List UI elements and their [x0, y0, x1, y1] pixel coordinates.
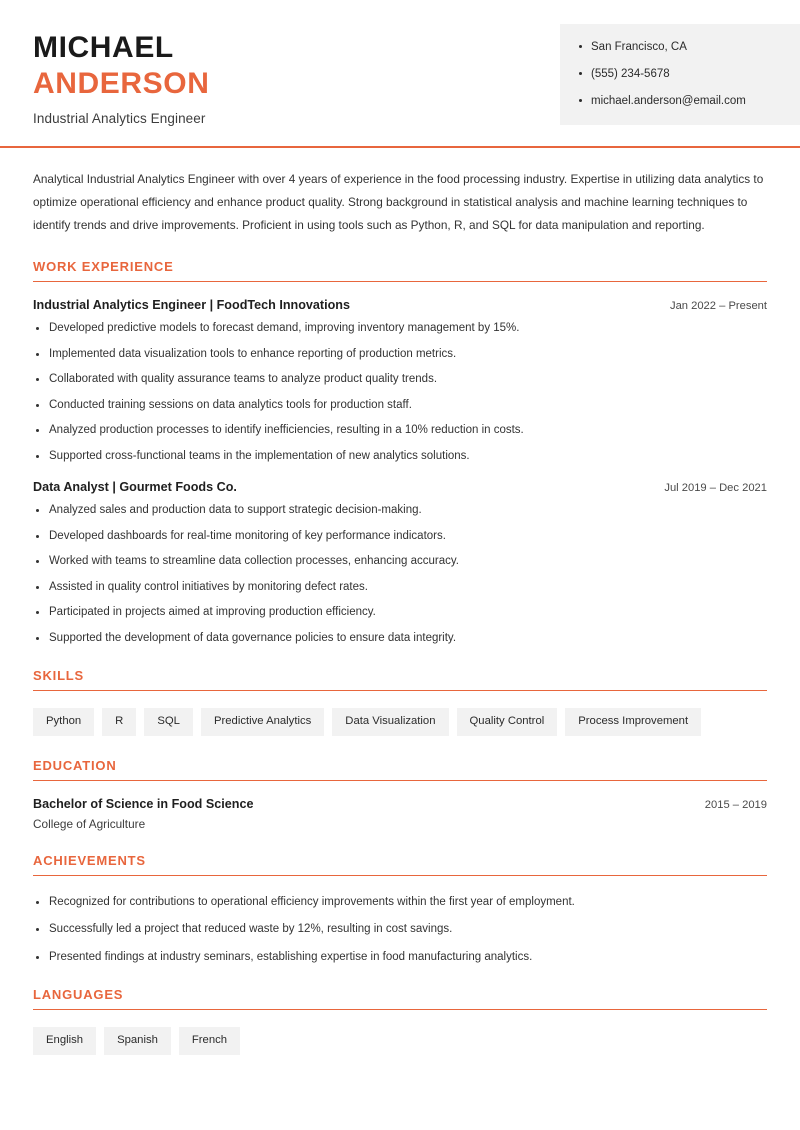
section-title-achievements: ACHIEVEMENTS	[33, 852, 146, 868]
header-divider	[0, 146, 800, 148]
list-item: Supported cross-functional teams in the implementation of new analytics solutions.	[33, 449, 767, 465]
experience-entry-header	[33, 480, 767, 494]
section-work-experience	[33, 259, 767, 646]
section-languages	[33, 987, 767, 1055]
experience-title: Data Analyst | Gourmet Foods Co.	[33, 480, 237, 495]
section-education	[33, 758, 767, 831]
list-item: Assisted in quality control initiatives by monitoring defect rates.	[33, 580, 767, 596]
contact-email: michael.anderson@email.com	[578, 94, 782, 109]
section-achievements	[33, 853, 767, 966]
resume-header	[0, 0, 800, 126]
education-institution: College of Agriculture	[33, 816, 146, 831]
section-divider	[33, 281, 767, 282]
experience-title: Industrial Analytics Engineer | FoodTech Innovations	[33, 298, 351, 312]
skill-chip: Process Improvement	[565, 708, 701, 736]
language-chip: English	[33, 1027, 96, 1055]
section-title-work-experience: WORK EXPERIENCE	[33, 259, 174, 274]
experience-entry	[33, 480, 767, 646]
contact-location: San Francisco, CA	[578, 40, 782, 55]
list-item: Participated in projects aimed at improving production efficiency.	[33, 605, 767, 621]
education-date: 2015 – 2019	[704, 798, 767, 811]
skill-chip: Predictive Analytics	[201, 708, 324, 736]
list-item: Implemented data visualization tools to enhance reporting of production metrics.	[33, 347, 767, 363]
skill-chip: R	[102, 708, 136, 736]
skills-list	[33, 708, 767, 736]
section-title-languages: LANGUAGES	[33, 987, 124, 1003]
professional-summary: Analytical Industrial Analytics Engineer with over 4 years of experience in the food processing industry. Expertise in utilizing data analytics to optimize operational efficiency and enhance product quality. Strong background in statistical analysis and machine learning techniques to identify trends and drive improvements. Proficient in using tools such as Python, R, and SQL for data manipulation and reporting.	[33, 172, 764, 232]
language-chip: Spanish	[104, 1027, 171, 1055]
experience-entry	[33, 298, 767, 464]
list-item: Supported the development of data governance policies to ensure data integrity.	[33, 631, 767, 647]
education-entry-header	[33, 797, 767, 811]
first-name: MICHAEL	[33, 31, 174, 64]
skill-chip: Data Visualization	[332, 708, 448, 736]
experience-bullets	[33, 503, 767, 646]
skill-chip: SQL	[144, 708, 193, 736]
list-item: Analyzed production processes to identify inefficiencies, resulting in a 10% reduction in costs.	[33, 423, 767, 439]
list-item: Presented findings at industry seminars, establishing expertise in food manufacturing analytics.	[33, 950, 767, 966]
section-divider	[33, 875, 767, 876]
list-item: Conducted training sessions on data analytics tools for production staff.	[33, 398, 767, 414]
list-item: Collaborated with quality assurance teams to analyze product quality trends.	[33, 372, 767, 388]
section-title-skills: SKILLS	[33, 668, 85, 684]
achievements-bullets	[33, 895, 767, 966]
section-divider	[33, 690, 767, 691]
skill-chip: Python	[33, 708, 94, 736]
list-item: Analyzed sales and production data to support strategic decision-making.	[33, 503, 767, 519]
list-item: Recognized for contributions to operational efficiency improvements within the first year of employment.	[33, 895, 767, 911]
last-name: ANDERSON	[33, 67, 210, 100]
section-skills	[33, 668, 767, 736]
job-title: Industrial Analytics Engineer	[33, 111, 206, 126]
list-item: Successfully led a project that reduced waste by 12%, resulting in cost savings.	[33, 922, 767, 938]
header-identity	[0, 22, 209, 126]
languages-list	[33, 1027, 767, 1055]
education-entry	[33, 797, 767, 831]
list-item: Developed dashboards for real-time monitoring of key performance indicators.	[33, 529, 767, 545]
education-degree: Bachelor of Science in Food Science	[33, 796, 254, 811]
list-item: Worked with teams to streamline data collection processes, enhancing accuracy.	[33, 554, 767, 570]
experience-date: Jul 2019 – Dec 2021	[664, 482, 767, 495]
resume-body	[0, 168, 800, 1055]
section-divider	[33, 780, 767, 781]
skill-chip: Quality Control	[457, 708, 558, 736]
experience-entry-header	[33, 298, 767, 312]
contact-phone: (555) 234-5678	[578, 67, 782, 82]
contact-box	[560, 24, 800, 125]
experience-date: Jan 2022 – Present	[669, 300, 767, 312]
list-item: Developed predictive models to forecast demand, improving inventory management by 15%.	[33, 321, 767, 337]
section-divider	[33, 1009, 767, 1010]
section-title-education: EDUCATION	[33, 757, 117, 773]
language-chip: French	[179, 1027, 240, 1055]
experience-bullets	[33, 321, 767, 464]
